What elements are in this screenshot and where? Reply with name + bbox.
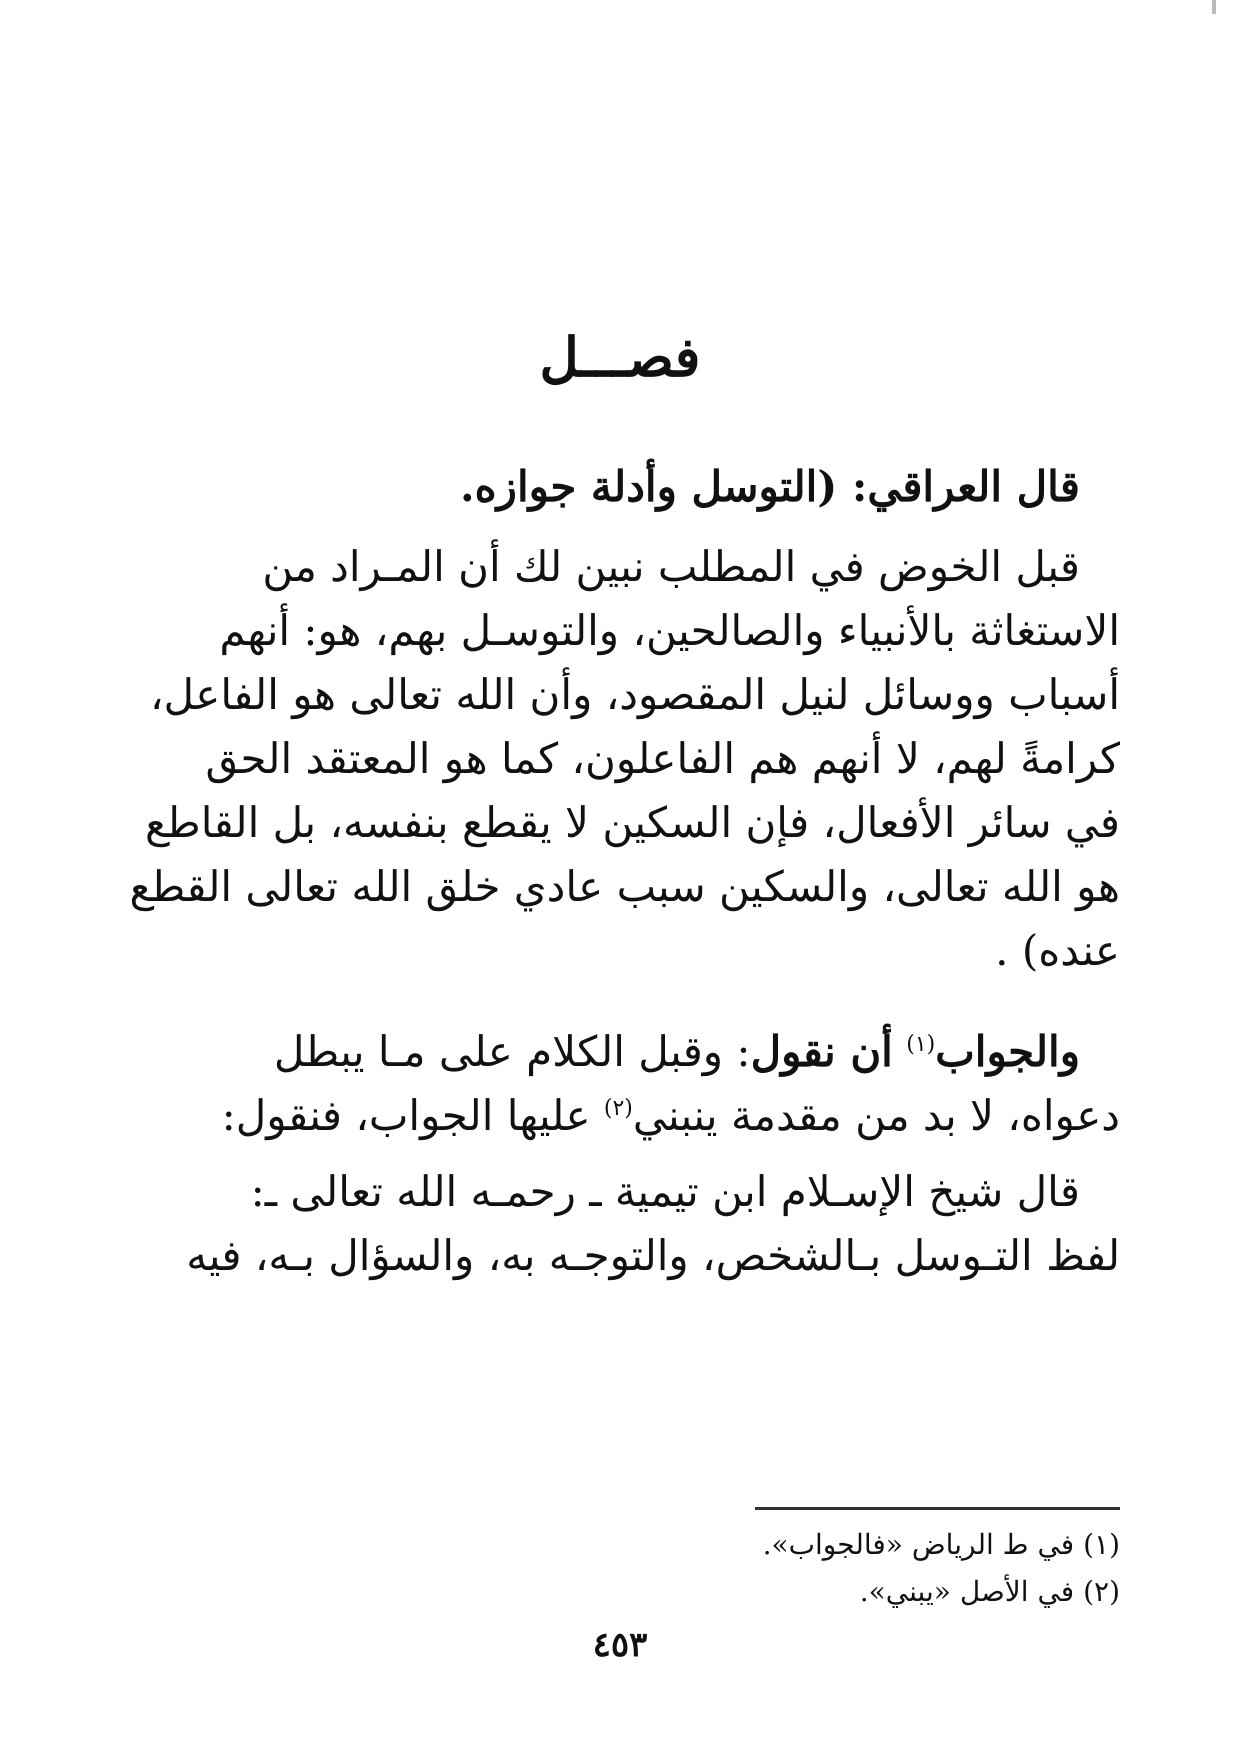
quote-line-5: في سائر الأفعال، فإن السكين لا يقطع بنفسه، بل القاطع xyxy=(144,798,1120,847)
quote-line-4: كرامةً لهم، لا أنهم هم الفاعلون، كما هو المعتقد الحق xyxy=(205,734,1120,783)
footnote-ref-2: (٢) xyxy=(603,1096,633,1121)
ibn-taymiyyah-line-1: قال شيخ الإسـلام ابن تيمية ـ رحمـه الله تعالى ـ: xyxy=(250,1167,1080,1216)
answer-line-1-rest: : وقبل الكلام على مـا يبطل xyxy=(273,1027,751,1076)
section-heading: فصـــل xyxy=(539,325,701,389)
answer-line-2 xyxy=(195,1084,1120,1148)
quote-line-2: الاستغاثة بالأنبياء والصالحين، والتوسـل بهم، هو: أنهم xyxy=(219,606,1120,655)
quote-intro-line: قال العراقي: (التوسل وأدلة جوازه. xyxy=(460,462,1080,511)
ibn-taymiyyah-paragraph xyxy=(186,1160,1120,1288)
iraqi-quote xyxy=(195,455,1120,519)
scan-mark xyxy=(1212,0,1216,14)
quote-line-3: أسباب ووسائل لنيل المقصود، وأن الله تعالى هو الفاعل، xyxy=(149,670,1120,719)
footnote-2: (٢) في الأصل «يبني». xyxy=(859,1575,1120,1608)
quote-line-7: عنده) . xyxy=(995,926,1120,975)
quote-line-6: هو الله تعالى، والسكين سبب عادي خلق الله تعالى القطع xyxy=(129,862,1120,911)
ibn-taymiyyah-line-2: لفظ التـوسل بـالشخص، والتوجـه به، والسؤال بـه، فيه xyxy=(186,1231,1120,1280)
answer-line-2a: دعواه، لا بد من مقدمة ينبني xyxy=(632,1091,1120,1140)
page-number: ٤٥٣ xyxy=(592,1625,648,1665)
footnote-ref-1: (١) xyxy=(906,1032,936,1057)
answer-lead: والجواب xyxy=(935,1027,1080,1076)
footnote-1: (١) في ط الرياض «فالجواب». xyxy=(762,1528,1120,1561)
answer-line-2b: عليها الجواب، فنقول: xyxy=(221,1091,604,1140)
answer-lead-2: أن نقول xyxy=(750,1027,893,1076)
answer-paragraph xyxy=(195,1020,1120,1148)
footnote-divider xyxy=(755,1507,1120,1510)
quote-body xyxy=(129,535,1120,983)
quote-line-1: قبل الخوض في المطلب نبين لك أن المـراد من xyxy=(262,542,1080,591)
answer-line-1 xyxy=(195,1020,1120,1084)
